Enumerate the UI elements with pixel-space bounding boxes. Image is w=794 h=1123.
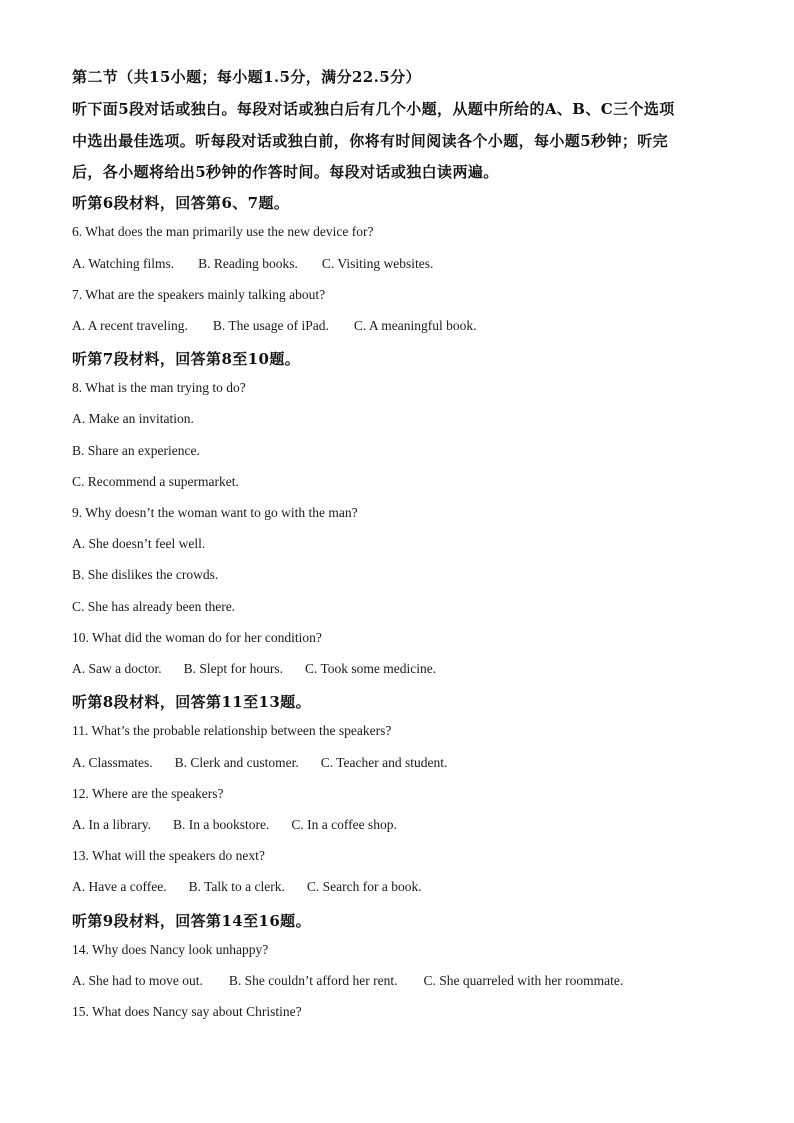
question-options [72,755,469,771]
option-c: C. Search for a book. [306,879,422,894]
option-b: B. She couldn’t afford her rent. [228,973,398,988]
option-b: B. The usage of iPad. [212,318,329,333]
question-stem: 11. What’s the probable relationship between the speakers? [72,723,392,738]
group-heading: 听第8段材料，回答第11至13题。 [72,693,311,711]
instruction-line-3: 后，各小题将给出5秒钟的作答时间。每段对话或独白读两遍。 [72,163,499,181]
question-stem: 15. What does Nancy say about Christine? [72,1004,302,1019]
question-stem: 12. Where are the speakers? [72,786,224,801]
option-a: A. She had to move out. [72,973,203,988]
question-options [72,256,455,272]
option-a: A. Classmates. [72,755,153,770]
option-a: A. In a library. [72,817,151,832]
option-b: B. Slept for hours. [183,661,283,676]
question-options [72,817,419,833]
question-stem: 14. Why does Nancy look unhappy? [72,942,269,957]
option-a: A. Make an invitation. [72,411,194,426]
question-stem: 13. What will the speakers do next? [72,848,265,863]
option-a: A. A recent traveling. [72,318,188,333]
option-a: A. Saw a doctor. [72,661,162,676]
question-stem: 8. What is the man trying to do? [72,380,246,395]
option-c: C. Teacher and student. [320,755,448,770]
option-c: C. In a coffee shop. [291,817,397,832]
question-stem: 6. What does the man primarily use the new device for? [72,224,374,239]
option-c: C. A meaningful book. [353,318,477,333]
question-stem: 7. What are the speakers mainly talking about? [72,287,326,302]
option-c: C. She has already been there. [72,599,236,614]
option-a: A. Have a coffee. [72,879,167,894]
group-heading: 听第7段材料，回答第8至10题。 [72,350,301,368]
question-stem: 9. Why doesn’t the woman want to go with the man? [72,505,358,520]
option-b: B. She dislikes the crowds. [72,567,219,582]
option-c: C. Recommend a supermarket. [72,474,239,489]
option-b: B. In a bookstore. [172,817,270,832]
option-b: B. Talk to a clerk. [188,879,285,894]
instruction-line-2: 中选出最佳选项。听每段对话或独白前，你将有时间阅读各个小题，每小题5秒钟；听完 [72,132,669,150]
group-heading: 听第9段材料，回答第14至16题。 [72,912,311,930]
instruction-line-1: 听下面5段对话或独白。每段对话或独白后有几个小题，从题中所给的A、B、C三个选项 [72,100,675,118]
question-options [72,661,458,677]
section-title: 第二节（共15小题；每小题1.5分，满分22.5分） [72,68,421,86]
option-c: C. Visiting websites. [321,256,434,271]
option-b: B. Reading books. [198,256,298,271]
option-b: B. Share an experience. [72,443,200,458]
option-a: A. Watching films. [72,256,175,271]
question-stem: 10. What did the woman do for her condition? [72,630,322,645]
option-c: C. She quarreled with her roommate. [423,973,624,988]
question-options [72,879,444,895]
question-options [72,973,645,989]
option-b: B. Clerk and customer. [174,755,299,770]
option-c: C. Took some medicine. [304,661,437,676]
option-a: A. She doesn’t feel well. [72,536,206,551]
question-options [72,318,498,334]
group-heading: 听第6段材料，回答第6、7题。 [72,194,290,212]
